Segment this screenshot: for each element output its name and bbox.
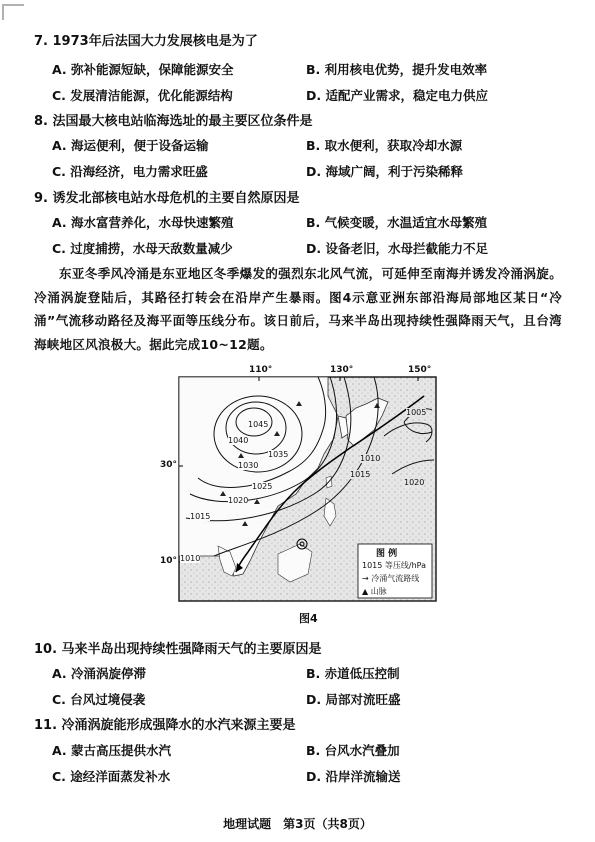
mountain-icon: ▲ — [362, 587, 369, 596]
map-lon-label-110: 110° — [249, 365, 273, 375]
map-lon-label-130: 130° — [330, 365, 354, 375]
question-11-option-c: C. 途经洋面蒸发补水 — [52, 769, 171, 784]
question-10-option-d: D. 局部对流旺盛 — [306, 692, 401, 707]
question-9-option-d: D. 设备老旧，水母拦截能力不足 — [306, 241, 488, 256]
legend-item-cold-surge-label: 冷涌气流路线 — [371, 574, 420, 583]
legend-title: 图 例 — [376, 549, 398, 559]
question-10-option-b: B. 赤道低压控制 — [306, 666, 400, 681]
isobar-label: 1010 — [180, 554, 201, 563]
isobar-label: 1005 — [406, 408, 427, 417]
figure-4-map — [160, 365, 437, 602]
question-7-option-b: B. 利用核电优势，提升发电效率 — [306, 62, 488, 77]
isobar-label: 1020 — [404, 478, 425, 487]
isobar-label: 1045 — [248, 420, 269, 429]
question-10-option-c: C. 台风过境侵袭 — [52, 692, 146, 707]
legend-item-mountain — [362, 586, 387, 597]
question-9-option-a: A. 海水富营养化，水母快速繁殖 — [52, 215, 234, 230]
isobar-label: 1040 — [228, 436, 249, 445]
question-7-stem: 7. 1973年后法国大力发展核电是为了 — [34, 34, 258, 49]
question-11-option-a: A. 蒙古高压提供水汽 — [52, 743, 172, 758]
question-8-option-d: D. 海域广阔，利于污染稀释 — [306, 164, 463, 179]
map-lon-label-150: 150° — [408, 365, 432, 375]
question-7-option-a: A. 弥补能源短缺，保障能源安全 — [52, 62, 234, 77]
question-11-option-d: D. 沿岸洋流输送 — [306, 769, 401, 784]
figure-caption: 图4 — [299, 612, 318, 625]
question-7-option-c: C. 发展清洁能源，优化能源结构 — [52, 88, 233, 103]
question-8-option-a: A. 海运便利，便于设备运输 — [52, 138, 209, 153]
question-8-option-c: C. 沿海经济，电力需求旺盛 — [52, 164, 208, 179]
question-10-stem: 10. 马来半岛出现持续性强降雨天气的主要原因是 — [34, 642, 322, 657]
isobar-label: 1010 — [360, 454, 381, 463]
legend-item-mountain-label: 山脉 — [370, 587, 387, 596]
question-9-option-c: C. 过度捕捞，水母天敌数量减少 — [52, 241, 233, 256]
isobar-label: 1025 — [252, 482, 273, 491]
isobar-label: 1035 — [268, 450, 289, 459]
map-lat-label-30: 30° — [160, 460, 178, 470]
question-7-option-d: D. 适配产业需求，稳定电力供应 — [306, 88, 488, 103]
isobar-label: 1015 — [350, 470, 371, 479]
scan-corner-mark — [2, 4, 24, 20]
arrow-right-icon: → — [362, 574, 369, 583]
isobar-label: 1030 — [238, 461, 259, 470]
question-9-option-b: B. 气候变暖，水温适宜水母繁殖 — [306, 215, 488, 230]
isobar-label: 1020 — [228, 496, 249, 505]
question-10-option-a: A. 冷涌涡旋停滞 — [52, 666, 147, 681]
page-footer: 地理试题 第3页（共8页） — [223, 817, 372, 831]
isobar-label: 1015 — [190, 512, 211, 521]
map-lat-label-10: 10° — [160, 556, 178, 566]
legend-item-isobar: 1015 等压线/hPa — [362, 561, 427, 570]
legend-item-cold-surge — [362, 573, 419, 584]
question-8-stem: 8. 法国最大核电站临海选址的最主要区位条件是 — [34, 114, 313, 129]
question-11-stem: 11. 冷涌涡旋能形成强降水的水汽来源主要是 — [34, 718, 296, 733]
question-8-option-b: B. 取水便利，获取冷却水源 — [306, 138, 463, 153]
question-11-option-b: B. 台风水汽叠加 — [306, 743, 400, 758]
reading-passage: 东亚冬季风冷涌是东亚地区冬季爆发的强烈东北风气流，可延伸至南海并诱发冷涌涡旋。冷涌涡旋登陆后，其路径打转会在沿岸产生暴雨。图4示意亚洲东部沿海局部地区某日“冷涌”气流移动路径及海平面等压线分布。该日前后，马来半岛出现持续性强降雨天气，且台湾海峡地区风浪极大。据此完成10~12题。 — [34, 266, 562, 352]
question-9-stem: 9. 诱发北部核电站水母危机的主要自然原因是 — [34, 191, 300, 206]
